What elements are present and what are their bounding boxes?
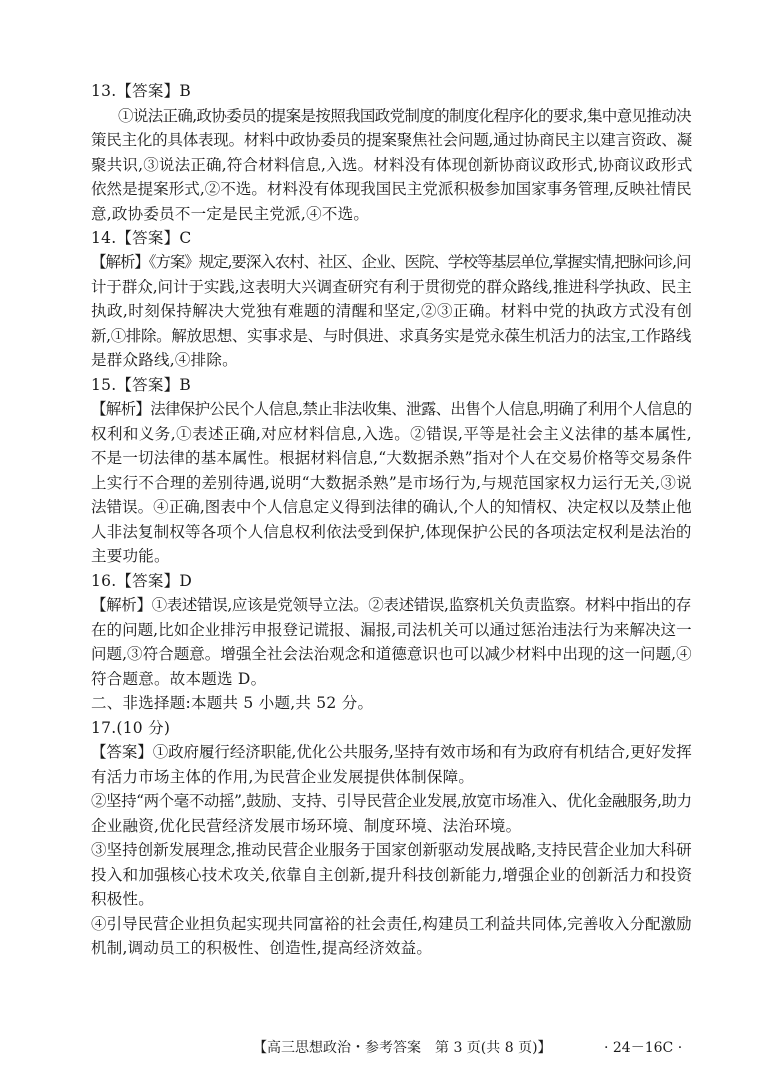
text-line: 【答案】①政府履行经济职能,优化公共服务,坚持有效市场和有为政府有机结合,更好发挥 xyxy=(91,743,692,761)
footer-doc-code: · 24－16C · xyxy=(604,1040,683,1056)
text-line: 依然是提案形式,②不选。材料没有体现我国民主党派积极参加国家事务管理,反映社情民 xyxy=(91,180,692,198)
text-line: 企业融资,优化民营经济发展市场环境、制度环境、法治环境。 xyxy=(91,817,522,835)
text-line: 17.(10 分) xyxy=(91,719,171,737)
text-line: 15.【答案】B xyxy=(91,376,192,394)
text-line: 【解析】①表述错误,应该是党领导立法。②表述错误,监察机关负责监察。材料中指出的存 xyxy=(91,596,692,614)
text-line: 人非法复制权等各项个人信息权利依法受到保护,体现保护公民的各项法定权利是法治的 xyxy=(91,523,692,541)
text-line: 【解析】《方案》规定,要深入农村、社区、企业、医院、学校等基层单位,掌握实情,把脉问诊,问 xyxy=(91,253,691,271)
text-line: 计于群众,问计于实践,这表明大兴调查研究有利于贯彻党的群众路线,推进科学执政、民主 xyxy=(91,278,692,296)
text-line: 意,政协委员不一定是民主党派,④不选。 xyxy=(91,205,370,223)
text-line: 积极性。 xyxy=(91,890,155,908)
text-line: 不是一切法律的基本属性。根据材料信息,“大数据杀熟”指对个人在交易价格等交易条件 xyxy=(91,449,693,467)
text-line: 机制,调动员工的积极性、创造性,提高经济效益。 xyxy=(91,939,433,957)
text-line: 问题,③符合题意。增强全社会法治观念和道德意识也可以减少材料中出现的这一问题,④ xyxy=(91,645,692,663)
text-line: 权利和义务,①表述正确,对应材料信息,入选。②错误,平等是社会主义法律的基本属性, xyxy=(91,425,693,443)
footer-page-info: 【高三思想政治・参考答案 第 3 页(共 8 页)】 xyxy=(253,1040,552,1056)
text-line: 聚共识,③说法正确,符合材料信息,入选。材料没有体现创新协商议政形式,协商议政形式 xyxy=(91,156,693,174)
text-line: 法错误。④正确,图表中个人信息定义得到法律的确认,个人的知情权、决定权以及禁止他 xyxy=(91,498,692,516)
text-line: 投入和加强核心技术攻关,依靠自主创新,提升科技创新能力,增强企业的创新活力和投资 xyxy=(91,866,693,884)
text-line: 14.【答案】C xyxy=(91,229,192,247)
text-line: 新,①排除。解放思想、实事求是、与时俱进、求真务实是党永葆生机活力的法宝,工作路线 xyxy=(91,327,692,345)
text-line: 【解析】法律保护公民个人信息,禁止非法收集、泄露、出售个人信息,明确了利用个人信息的 xyxy=(91,400,692,418)
text-line: 主要功能。 xyxy=(91,547,170,565)
text-line: 策民主化的具体表现。材料中政协委员的提案聚焦社会问题,通过协商民主以建言资政、凝 xyxy=(91,131,692,149)
text-line: ①说法正确,政协委员的提案是按照我国政党制度的制度化程序化的要求,集中意见推动决 xyxy=(118,107,691,125)
text-line: 执政,时刻保持解决大党独有难题的清醒和坚定,②③正确。材料中党的执政方式没有创 xyxy=(91,302,693,320)
text-line: ④引导民营企业担负起实现共同富裕的社会责任,构建员工利益共同体,完善收入分配激励 xyxy=(91,915,692,933)
text-line: 是群众路线,④排除。 xyxy=(91,351,238,369)
text-line: ②坚持“两个毫不动摇”,鼓励、支持、引导民营企业发展,放宽市场准入、优化金融服务,助力 xyxy=(91,792,692,810)
text-line: 16.【答案】D xyxy=(91,572,193,590)
text-line: 上实行不合理的差别待遇,说明“大数据杀熟”是市场行为,与规范国家权力运行无关,③说 xyxy=(91,474,692,492)
text-line: 符合题意。故本题选 D。 xyxy=(91,670,267,688)
text-line: 在的问题,比如企业排污申报登记谎报、漏报,司法机关可以通过惩治违法行为来解决这一 xyxy=(91,621,692,639)
text-line: 二、非选择题:本题共 5 小题,共 52 分。 xyxy=(91,694,374,712)
text-line: ③坚持创新发展理念,推动民营企业服务于国家创新驱动发展战略,支持民营企业加大科研 xyxy=(91,841,692,859)
text-line: 有活力市场主体的作用,为民营企业发展提供体制保障。 xyxy=(91,768,475,786)
page-footer xyxy=(0,1038,764,1060)
text-line: 13.【答案】B xyxy=(91,82,192,100)
